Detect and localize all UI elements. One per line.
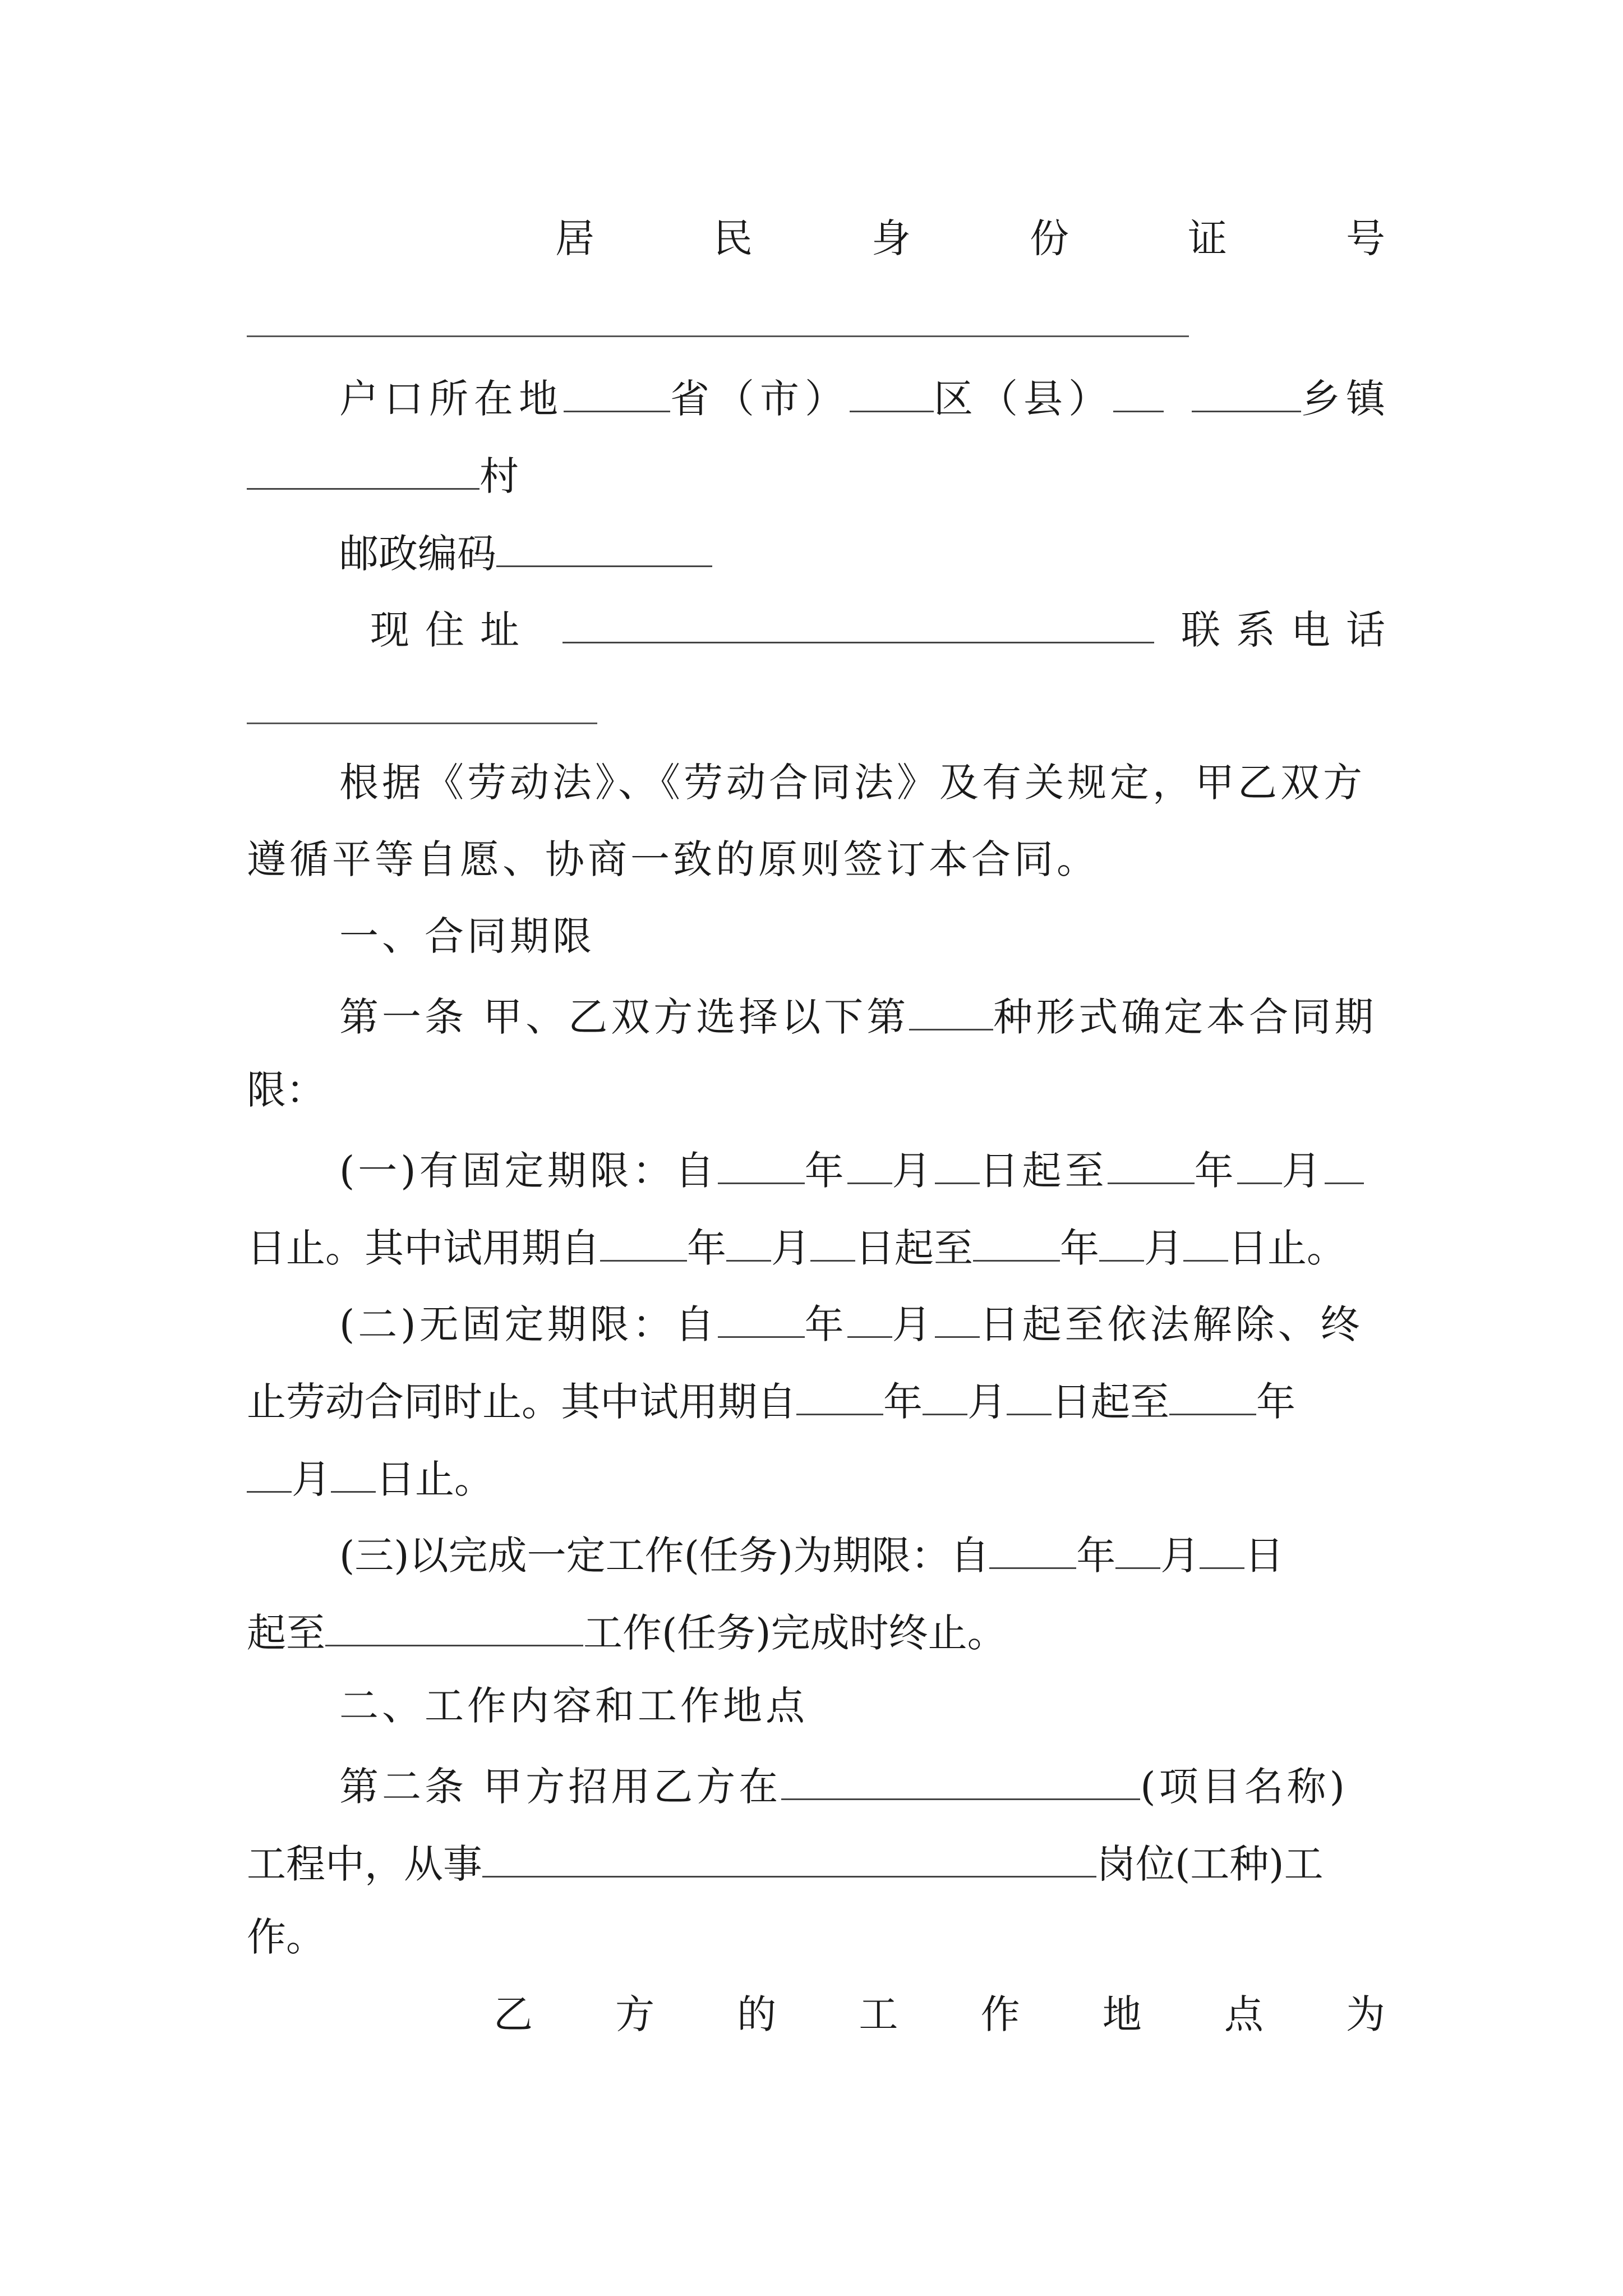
postcode-label: 邮政编码 (339, 531, 496, 577)
probation-start-day-field[interactable] (810, 1225, 855, 1262)
address-field[interactable] (562, 607, 1154, 643)
probation-end-year-field[interactable] (973, 1225, 1060, 1262)
id-char: 证 (1188, 215, 1227, 261)
phone-label: 联系电话 (1181, 607, 1401, 653)
end-word: 日止。 (1228, 1225, 1346, 1271)
from-to-word: 日起至 (855, 1225, 973, 1271)
workplace-line (494, 1991, 1385, 2037)
month-word: 月 (1281, 1148, 1325, 1194)
task-term-label: (三)以完成一定工作(任务)为期限：自 (339, 1533, 990, 1579)
article-2-text-a: 第二条 甲方招用乙方在 (339, 1764, 782, 1810)
workplace-char: 工 (859, 1991, 898, 2037)
fixed-end-month-field[interactable] (1237, 1148, 1282, 1184)
workplace-char: 点 (1224, 1991, 1264, 2037)
workplace-char: 作 (980, 1991, 1020, 2037)
village-label: 村 (479, 453, 519, 499)
workplace-char: 为 (1345, 1991, 1385, 2037)
hukou-line (339, 376, 1391, 422)
project-name-field[interactable] (781, 1764, 1140, 1800)
province-label: 省（市） (670, 376, 850, 422)
postcode-line (339, 531, 712, 577)
open-term-probation-label: 止劳动合同时止。其中试用期自 (247, 1379, 796, 1425)
article-2-text-d: 岗位(工种)工 (1096, 1841, 1324, 1887)
month-word: 月 (1160, 1533, 1200, 1579)
address-line (370, 607, 1401, 653)
open-start-day-field[interactable] (935, 1301, 980, 1338)
workplace-char: 的 (737, 1991, 777, 2037)
year-word: 年 (883, 1379, 923, 1425)
postcode-field[interactable] (496, 531, 712, 567)
open-term-label: (二)无固定期限：自 (339, 1301, 718, 1347)
month-word: 月 (1144, 1225, 1183, 1271)
village-field[interactable] (247, 453, 479, 490)
open-probation-end-month-field[interactable] (247, 1456, 292, 1493)
month-word: 月 (292, 1456, 331, 1502)
id-number-field[interactable] (247, 335, 1189, 337)
month-word: 月 (771, 1225, 810, 1271)
year-word: 年 (687, 1225, 726, 1271)
district-extra-field[interactable] (1113, 376, 1164, 412)
form-choice-field[interactable] (909, 994, 993, 1030)
probation-end-day-field[interactable] (1183, 1225, 1228, 1262)
open-term-line-3 (247, 1456, 494, 1502)
fixed-end-day-field[interactable] (1325, 1148, 1364, 1184)
probation-start-month-field[interactable] (726, 1225, 771, 1262)
from-to-word: 日起至 (1052, 1379, 1169, 1425)
open-start-year-field[interactable] (718, 1301, 805, 1338)
probation-end-month-field[interactable] (1099, 1225, 1144, 1262)
task-term-end-text: 工作(任务)完成时终止。 (583, 1610, 1007, 1656)
id-char: 号 (1346, 215, 1385, 261)
day-word: 日 (979, 1148, 1022, 1194)
open-probation-end-year-field[interactable] (1169, 1379, 1256, 1415)
open-probation-start-year-field[interactable] (796, 1379, 883, 1415)
workplace-char: 方 (615, 1991, 655, 2037)
month-word: 月 (892, 1301, 935, 1347)
article-1-text-b: 种形式确定本合同期 (993, 994, 1377, 1040)
section-1-title: 一、合同期限 (339, 913, 595, 959)
task-start-year-field[interactable] (989, 1533, 1076, 1569)
fixed-term-label: (一)有固定期限：自 (339, 1148, 718, 1194)
probation-label: 日止。其中试用期自 (247, 1225, 600, 1271)
town-label: 乡镇 (1301, 376, 1391, 422)
fixed-start-month-field[interactable] (847, 1148, 892, 1184)
open-probation-start-month-field[interactable] (923, 1379, 967, 1415)
fixed-term-line-2 (247, 1225, 1346, 1271)
district-label: 区（县） (934, 376, 1113, 422)
month-word: 月 (892, 1148, 935, 1194)
town-field[interactable] (1192, 376, 1301, 412)
workplace-char: 乙 (494, 1991, 533, 2037)
id-number-line (555, 215, 1385, 261)
task-term-line-1 (339, 1533, 1284, 1579)
open-probation-start-day-field[interactable] (1007, 1379, 1052, 1415)
article-1-line-2: 限： (247, 1067, 325, 1113)
task-start-month-field[interactable] (1115, 1533, 1160, 1569)
month-word: 月 (967, 1379, 1007, 1425)
village-line (247, 453, 519, 499)
from-to-word: 起至 (1022, 1148, 1108, 1194)
phone-field[interactable] (247, 723, 597, 724)
intro-line-1: 根据《劳动法》、《劳动合同法》及有关规定，甲乙双方 (339, 760, 1366, 806)
open-term-line-2 (247, 1379, 1295, 1425)
article-1-line-1 (339, 994, 1377, 1040)
open-term-line-1 (339, 1301, 1363, 1347)
year-word: 年 (1076, 1533, 1116, 1579)
section-2-title: 二、工作内容和工作地点 (339, 1683, 808, 1729)
open-term-text: 日起至依法解除、终 (979, 1301, 1363, 1347)
year-word: 年 (1060, 1225, 1099, 1271)
year-word: 年 (804, 1148, 847, 1194)
position-field[interactable] (482, 1841, 1096, 1878)
fixed-end-year-field[interactable] (1108, 1148, 1195, 1184)
year-word: 年 (1256, 1379, 1295, 1425)
workplace-char: 地 (1102, 1991, 1142, 2037)
id-char: 居 (555, 215, 594, 261)
district-field[interactable] (850, 376, 934, 412)
task-name-field[interactable] (325, 1610, 583, 1646)
task-start-day-field[interactable] (1200, 1533, 1244, 1569)
fixed-term-line-1 (339, 1148, 1364, 1194)
intro-line-2: 遵循平等自愿、协商一致的原则签订本合同。 (247, 836, 1099, 882)
from-to-word: 起至 (247, 1610, 325, 1656)
open-start-month-field[interactable] (847, 1301, 892, 1338)
article-2-line-3: 作。 (247, 1914, 325, 1960)
article-2-text-c: 工程中，从事 (247, 1841, 482, 1887)
id-char: 身 (872, 215, 911, 261)
id-char: 民 (713, 215, 753, 261)
address-label: 现住址 (370, 607, 535, 653)
article-1-text-a: 第一条 甲、乙双方选择以下第 (339, 994, 910, 1040)
article-2-text-b: (项目名称) (1140, 1764, 1348, 1810)
article-2-line-1 (339, 1764, 1348, 1810)
fixed-start-day-field[interactable] (935, 1148, 980, 1184)
province-field[interactable] (564, 376, 670, 412)
task-term-line-2 (247, 1610, 1007, 1656)
day-word: 日 (1244, 1533, 1284, 1579)
end-word: 日止。 (376, 1456, 494, 1502)
id-char: 份 (1030, 215, 1069, 261)
open-probation-end-day-field[interactable] (331, 1456, 376, 1493)
probation-start-year-field[interactable] (600, 1225, 687, 1262)
fixed-start-year-field[interactable] (718, 1148, 805, 1184)
hukou-label: 户口所在地 (339, 376, 564, 422)
year-word: 年 (804, 1301, 847, 1347)
year-word: 年 (1194, 1148, 1237, 1194)
article-2-line-2 (247, 1841, 1324, 1887)
